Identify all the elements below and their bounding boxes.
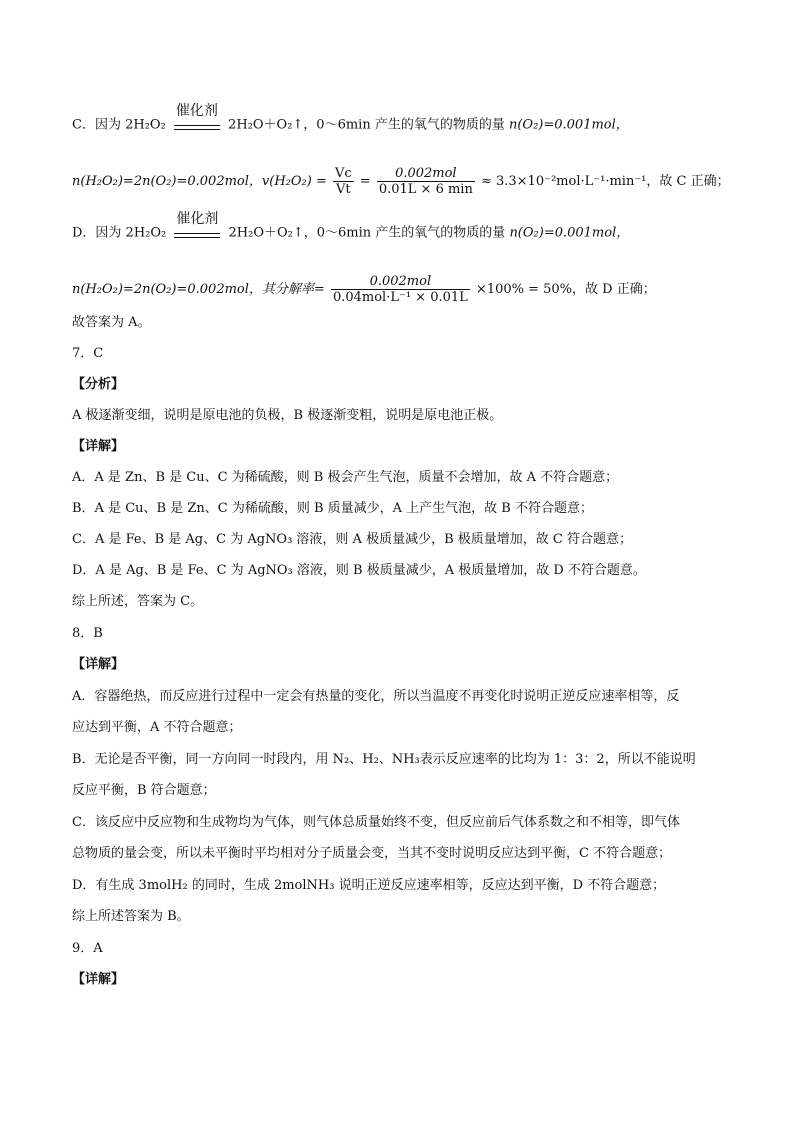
q7-number: 7．C (72, 346, 104, 361)
q7-analysis-tag: 【分析】 (72, 377, 125, 392)
q6-conclusion: 故答案为 A。 (72, 315, 151, 330)
q7-summary: 综上所述，答案为 C。 (72, 594, 204, 609)
double-line-icon (174, 233, 220, 238)
decomposition-fraction (331, 274, 470, 305)
ratio-numerator: Vc (334, 166, 352, 181)
q7-option-b: B．A 是 Cu、B 是 Zn、C 为稀硫酸，则 B 质量减少，A 上产生气泡，故 B 不符合题意； (72, 501, 593, 516)
option-d-result: ×100% = 50%，故 D 正确； (475, 282, 656, 297)
catalyst-arrow (172, 103, 222, 134)
option-c-result: ≈ 3.3×10⁻²mol·L⁻¹·min⁻¹，故 C 正确； (480, 174, 730, 189)
q7-option-d: D．A 是 Ag、B 是 Fe、C 为 AgNO₃ 溶液，则 B 极质量减少，A 极质量增加，故 D 不符合题意。 (72, 563, 646, 578)
option-c-no2: n(O₂)=0.001mol， (508, 117, 629, 133)
ratio-denominator: Vt (335, 182, 351, 197)
option-c-line2 (72, 166, 730, 197)
double-line-icon (174, 125, 220, 130)
equals-sign: = (359, 174, 371, 189)
option-c-nh2o2: n(H₂O₂)=2n(O₂)=0.002mol，v(H₂O₂) = (72, 174, 331, 189)
q8-option-b-line1: B．无论是否平衡，同一方向同一时段内，用 N₂、H₂、NH₃表示反应速率的比均为 1：3：2，所以不能说明 (72, 752, 696, 767)
q7-analysis: A 极逐渐变细，说明是原电池的负极，B 极逐渐变粗，说明是原电池正极。 (72, 408, 503, 423)
q7-detail-tag: 【详解】 (72, 439, 125, 454)
q8-option-d: D．有生成 3molH₂ 的同时，生成 2molNH₃ 说明正逆反应速率相等，反应达到平衡，D 不符合题意； (72, 878, 666, 893)
catalyst-label: 催化剂 (176, 211, 219, 227)
option-d-nh2o2: n(H₂O₂)=2n(O₂)=0.002mol，其分解率= (72, 282, 325, 297)
ratio-fraction (333, 166, 354, 197)
q7-option-a: A．A 是 Zn、B 是 Cu、C 为稀硫酸，则 B 极会产生气泡，质量不会增加，故 A 不符合题意； (72, 470, 619, 485)
option-c-prefix: C．因为 2H₂O₂ (72, 117, 166, 133)
catalyst-label: 催化剂 (175, 103, 218, 119)
q8-detail-tag: 【详解】 (72, 657, 125, 672)
q8-option-c-line1: C．该反应中反应物和生成物均为气体，则气体总质量始终不变，但反应前后气体系数之和不相等，即气体 (72, 815, 680, 830)
option-d-prefix: D．因为 2H₂O₂ (72, 225, 167, 241)
q8-summary: 综上所述答案为 B。 (72, 909, 190, 924)
option-c-line1 (72, 103, 629, 135)
decomposition-numerator: 0.002mol (331, 274, 470, 290)
rate-numerator: 0.002mol (377, 166, 475, 182)
option-d-products: 2H₂O＋O₂↑，0～6min 产生的氧气的物质的量 (228, 225, 510, 241)
q8-option-b-line2: 反应平衡，B 符合题意； (72, 783, 216, 798)
q8-option-a-line2: 应达到平衡，A 不符合题意； (72, 720, 242, 735)
option-d-no2: n(O₂)=0.001mol， (509, 225, 630, 241)
option-d-line1 (72, 211, 630, 243)
q8-number: 8．B (72, 626, 103, 641)
option-c-products: 2H₂O＋O₂↑，0～6min 产生的氧气的物质的量 (228, 117, 509, 133)
q7-option-c: C．A 是 Fe、B 是 Ag、C 为 AgNO₃ 溶液，则 A 极质量减少，B 极质量增加，故 C 符合题意； (72, 532, 632, 547)
q9-number: 9．A (72, 941, 103, 956)
option-d-line2 (72, 274, 656, 305)
rate-denominator: 0.01L × 6 min (378, 182, 473, 197)
catalyst-arrow (172, 211, 222, 242)
q8-option-a-line1: A．容器绝热，而反应进行过程中一定会有热量的变化，所以当温度不再变化时说明正逆反应速率相等，反 (72, 689, 680, 704)
q9-detail-tag: 【详解】 (72, 972, 125, 987)
decomposition-denominator: 0.04mol·L⁻¹ × 0.01L (332, 290, 468, 305)
q8-option-c-line2: 总物质的量会变，所以未平衡时平均相对分子质量会变，当其不变时说明反应达到平衡，C 不符合题意； (72, 846, 672, 861)
rate-fraction (377, 166, 475, 197)
